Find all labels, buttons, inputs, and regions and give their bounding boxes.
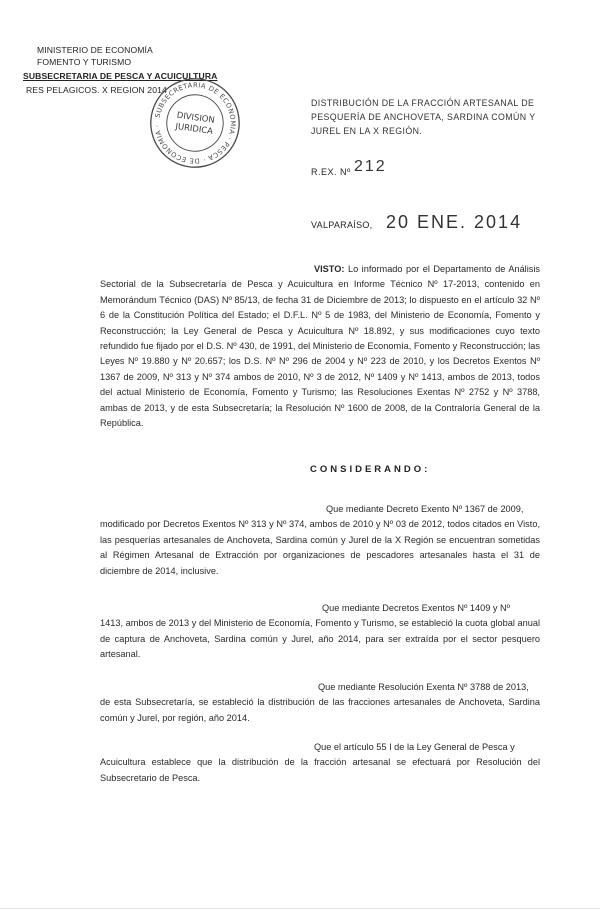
considerando-item-3-first-line: Que mediante Resolución Exenta Nº 3788 de 2013,	[318, 682, 529, 692]
visto-paragraph	[100, 262, 540, 431]
visto-text: Lo informado por el Departamento de Análisis Sectorial de la Subsecretaría de Pesca y Acuicultura en Informe Técnico Nº 17-2013, contenido en Memorándum Técnico (DAS) Nº 85/13, de fecha 31 de Diciembre de 2013; lo dispuesto en el artículo 32 Nº 6 de la Constitución Política del Estado; el D.F.L. Nº 5 de 1983, del Ministerio de Economía, Fomento y Reconstrucción; la Ley General de Pesca y Acuicultura Nº 18.892, y sus modificaciones cuyo texto refundido fue fijado por el D.S. Nº 430, de 1991, del Ministerio de Economía, Fomento y Reconstrucción; las Leyes Nº 19.880 y Nº 20.657; los D.S. Nº Nº 296 de 2004 y Nº 223 de 2010, y los Decretos Exentos Nº 1367 de 2009, Nº 313 y Nº 374 ambos de 2010, Nº 3 de 2012, Nº 1409 y Nº 1413, ambos de 2013, todos del actual Ministerio de Economía, Fomento y Turismo; las Resoluciones Exentas Nº 2752 y Nº 3788, ambas de 2013, y de esta Subsecretaría; la Resolución Nº 1600 de 2008, de la Contraloría General de la República.	[100, 264, 540, 429]
resolution-label: R.EX. Nº	[311, 167, 351, 177]
date-stamp: 20 ENE. 2014	[386, 212, 523, 232]
ministry-subline: FOMENTO Y TURISMO	[37, 57, 132, 67]
considerando-item-2-rest: 1413, ambos de 2013 y del Ministerio de Economía, Fomento y Turismo, se estableció la cuota global anual de captura de Anchoveta, Sardina común y Jurel, año 2014, para ser extraída por el sector pesquero artesanal.	[100, 618, 540, 660]
visto-label: VISTO:	[314, 264, 345, 274]
ministry-line: MINISTERIO DE ECONOMÍA	[37, 45, 153, 55]
considerando-item-4	[100, 740, 540, 786]
file-reference: RES PELAGICOS. X REGION 2014	[26, 85, 167, 95]
subject-line2: PESQUERÍA DE ANCHOVETA, SARDINA COMÚN Y	[311, 112, 536, 122]
considerando-item-1	[100, 502, 540, 579]
stamp-ring-text: SUBSECRETARIA DE ECONOMIA · PESCA · DE ECONOMIA ·	[153, 81, 237, 165]
subject-line3: JUREL EN LA X REGIÓN.	[311, 126, 423, 136]
considerando-item-1-rest: modificado por Decretos Exentos Nº 313 y Nº 374, ambos de 2010 y Nº 03 de 2012, todos citados en Visto, las pesquerías artesanales de Anchoveta, Sardina común y Jurel de la X Región se encuentran sometidas al Régimen Artesanal de Extracción por organizaciones de pescadores artesanales hasta el 31 de diciembre de 2014, inclusive.	[100, 519, 540, 576]
subject-line1: DISTRIBUCIÓN DE LA FRACCIÓN ARTESANAL DE	[311, 98, 535, 108]
resolution-number: 212	[354, 158, 387, 175]
subject-block	[311, 96, 551, 138]
considerando-item-4-first-line: Que el artículo 55 I de la Ley General de Pesca y	[314, 742, 515, 752]
stamp-center-line1: DIVISION	[176, 109, 216, 125]
scan-edge-line	[0, 908, 600, 909]
stamp-center-line2: JURIDICA	[174, 120, 214, 136]
considerando-item-3-rest: de esta Subsecretaría, se estableció la distribución de las fracciones artesanales de Anchoveta, Sardina común y Jurel, por región, año 2014.	[100, 697, 540, 723]
division-juridica-stamp	[142, 70, 248, 176]
considerando-item-2-first-line: Que mediante Decretos Exentos Nº 1409 y Nº	[322, 603, 511, 613]
considerando-item-1-first-line: Que mediante Decreto Exento Nº 1367 de 2009,	[326, 504, 524, 514]
considerando-item-3	[100, 680, 540, 726]
considerando-item-2	[100, 601, 540, 663]
subsecretaria-line: SUBSECRETARIA DE PESCA Y ACUICULTURA	[23, 71, 218, 81]
considerando-heading: CONSIDERANDO:	[310, 464, 431, 475]
place: VALPARAÍSO,	[311, 220, 373, 230]
considerando-item-4-rest: Acuicultura establece que la distribución de la fracción artesanal se efectuará por Resolución del Subsecretario de Pesca.	[100, 757, 540, 783]
